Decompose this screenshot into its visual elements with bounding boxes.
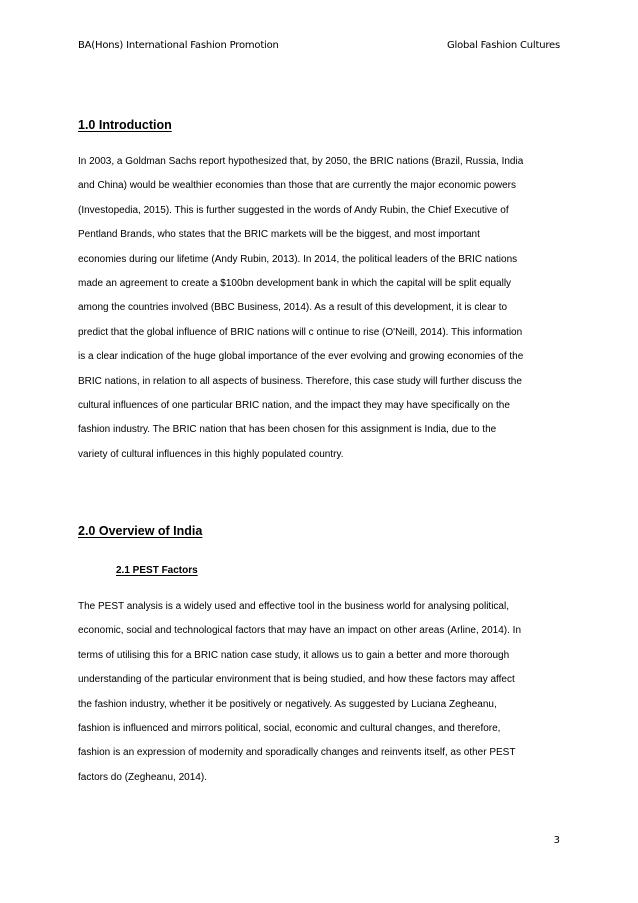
- section-heading-introduction: 1.0 Introduction: [78, 118, 172, 132]
- paragraph-line: understanding of the particular environment that is being studied, and how these factors may affect: [78, 674, 515, 686]
- paragraph-line: (Investopedia, 2015). This is further suggested in the words of Andy Rubin, the Chief Executive of: [78, 204, 509, 216]
- paragraph-line: and China) would be wealthier economies than those that are currently the major economic powers: [78, 180, 517, 192]
- paragraph-line: is a clear indication of the huge global importance of the ever evolving and growing economies of the: [78, 351, 524, 363]
- paragraph-line: economic, social and technological factors that may have an impact on other areas (Arline, 2014). In: [78, 625, 522, 637]
- pest-paragraph: [78, 600, 560, 795]
- paragraph-line: In 2003, a Goldman Sachs report hypothesized that, by 2050, the BRIC nations (Brazil, Russia, India: [78, 156, 524, 167]
- page-header: [78, 40, 560, 54]
- paragraph-line: variety of cultural influences in this highly populated country.: [78, 448, 344, 460]
- paragraph-line: fashion industry. The BRIC nation that has been chosen for this assignment is India, due to the: [78, 424, 497, 436]
- paragraph-line: economies during our lifetime (Andy Rubin, 2013). In 2014, the political leaders of the BRIC nations: [78, 253, 518, 265]
- paragraph-line: the fashion industry, whether it be positively or negatively. As suggested by Luciana Zegheanu,: [78, 698, 497, 710]
- paragraph-line: predict that the global influence of BRIC nations will c ontinue to rise (O'Neill, 2014). This information: [78, 326, 523, 338]
- paragraph-line: among the countries involved (BBC Business, 2014). As a result of this development, it is clear to: [78, 302, 508, 314]
- paragraph-line: factors do (Zegheanu, 2014).: [78, 771, 207, 783]
- paragraph-line: fashion is influenced and mirrors political, social, economic and cultural changes, and therefore,: [78, 722, 501, 734]
- section-heading-overview-of-india: 2.0 Overview of India: [78, 524, 203, 538]
- paragraph-line: cultural influences of one particular BRIC nation, and the impact they may have specifically on the: [78, 399, 510, 411]
- paragraph-line: made an agreement to create a $100bn development bank in which the capital will be split equally: [78, 277, 512, 289]
- header-module-title: Global Fashion Cultures: [446, 40, 560, 51]
- paragraph-line: Pentland Brands, who states that the BRIC markets will be the biggest, and most important: [78, 229, 480, 241]
- introduction-paragraph: [78, 155, 560, 472]
- paragraph-line: BRIC nations, in relation to all aspects of business. Therefore, this case study will further discuss the: [78, 375, 522, 387]
- header-course-title: BA(Hons) International Fashion Promotion: [78, 40, 279, 51]
- page-number: 3: [553, 835, 560, 846]
- paragraph-line: The PEST analysis is a widely used and effective tool in the business world for analysing political,: [78, 601, 509, 612]
- paragraph-line: fashion is an expression of modernity and sporadically changes and reinvents itself, as other PEST: [78, 747, 516, 759]
- paragraph-line: terms of utilising this for a BRIC nation case study, it allows us to gain a better and more thorough: [78, 649, 510, 661]
- subsection-heading-pest-factors: 2.1 PEST Factors: [116, 565, 198, 576]
